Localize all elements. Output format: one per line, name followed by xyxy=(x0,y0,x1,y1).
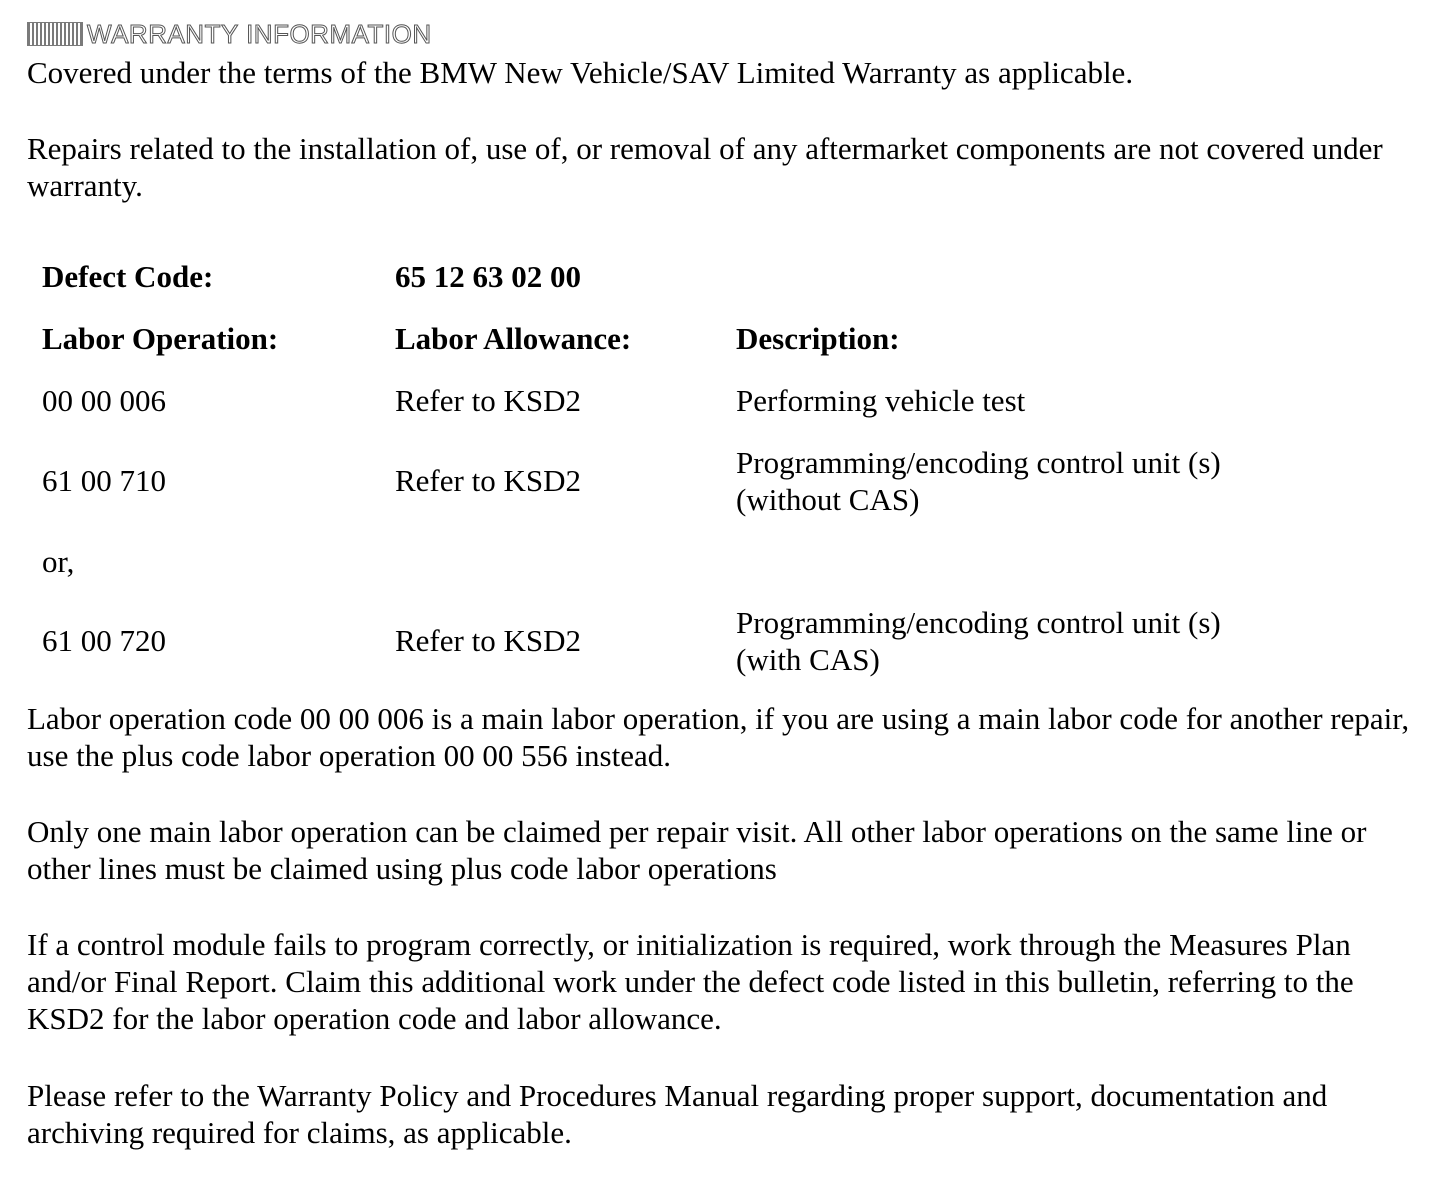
warranty-logo-icon xyxy=(27,22,83,46)
or-separator: or, xyxy=(42,544,75,579)
control-module-note: If a control module fails to program correctly, or initialization is required, work through the Measures Plan and/or Final Report. Claim this additional work under the defect code listed in this bulletin, referring to the KSD2 for the labor operation code and labor allowance. xyxy=(27,927,1354,1036)
defect-code-label: Defect Code: xyxy=(42,259,214,294)
aftermarket-paragraph: Repairs related to the installation of, use of, or removal of any aftermarket components are not covered under warranty. xyxy=(27,131,1383,203)
description: Performing vehicle test xyxy=(736,383,1026,418)
defect-code-value: 65 12 63 02 00 xyxy=(395,259,581,294)
policy-note: Please refer to the Warranty Policy and Procedures Manual regarding proper support, documentation and archiving required for claims, as applicable. xyxy=(27,1078,1328,1150)
labor-operation-code: 00 00 006 xyxy=(42,383,166,418)
description-line-1: Programming/encoding control unit (s) xyxy=(736,445,1221,480)
labor-allowance: Refer to KSD2 xyxy=(395,383,581,418)
header-labor-operation: Labor Operation: xyxy=(42,321,279,356)
labor-allowance: Refer to KSD2 xyxy=(395,463,581,498)
labor-allowance: Refer to KSD2 xyxy=(395,623,581,658)
section-title: WARRANTY INFORMATION xyxy=(87,19,432,49)
header-description: Description: xyxy=(736,321,900,356)
labor-operation-code: 61 00 710 xyxy=(42,463,166,498)
section-header xyxy=(27,18,432,50)
main-labor-note: Labor operation code 00 00 006 is a main labor operation, if you are using a main labor code for another repair, use the plus code labor operation 00 00 556 instead. xyxy=(27,701,1410,773)
one-main-labor-note: Only one main labor operation can be claimed per repair visit. All other labor operations on the same line or other lines must be claimed using plus code labor operations xyxy=(27,814,1367,886)
coverage-paragraph: Covered under the terms of the BMW New Vehicle/SAV Limited Warranty as applicable. xyxy=(27,55,1134,90)
header-labor-allowance: Labor Allowance: xyxy=(395,321,632,356)
description-line-2: (with CAS) xyxy=(736,642,880,677)
description-line-2: (without CAS) xyxy=(736,482,920,517)
labor-operation-code: 61 00 720 xyxy=(42,623,166,658)
description-line-1: Programming/encoding control unit (s) xyxy=(736,605,1221,640)
